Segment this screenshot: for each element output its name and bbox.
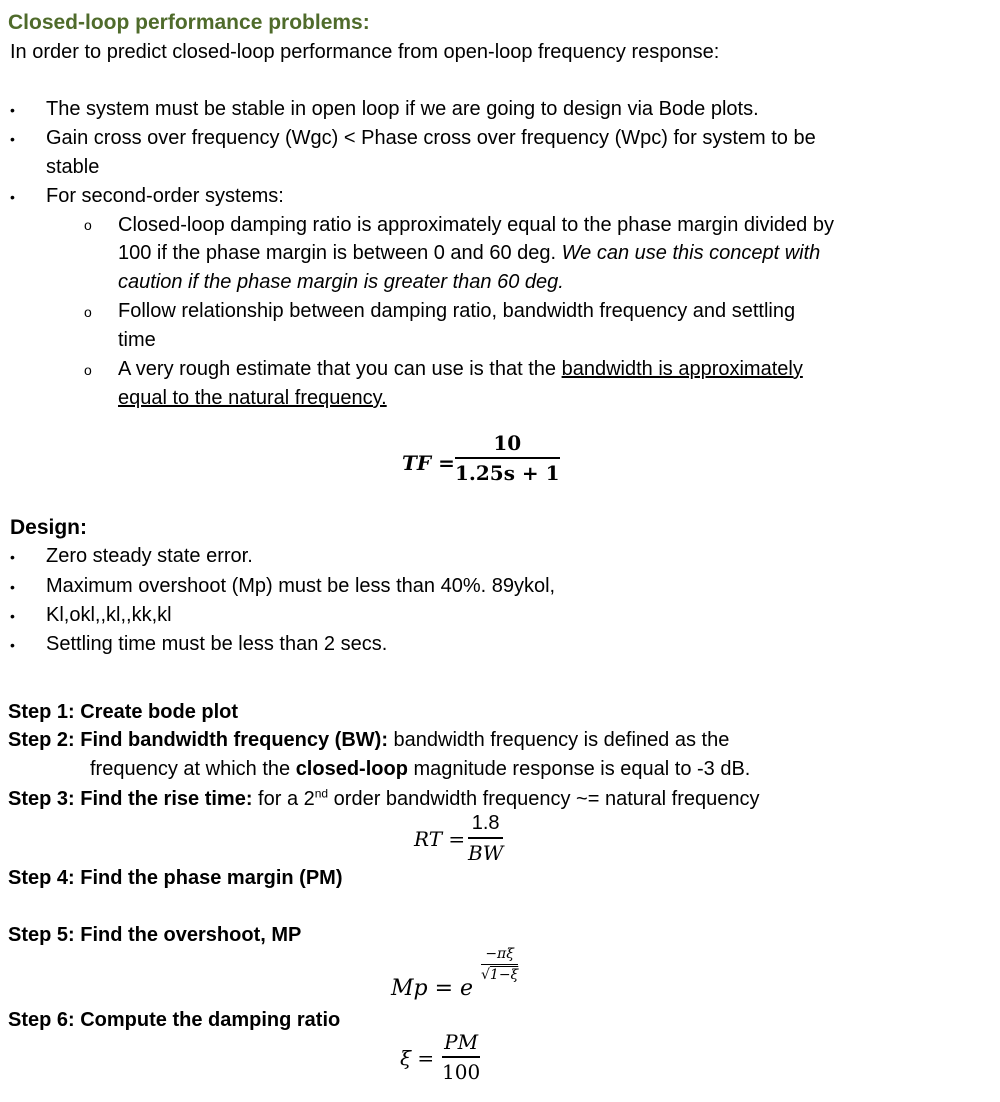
sub-bullet-marker: o bbox=[84, 217, 92, 233]
bullet-marker: • bbox=[10, 579, 15, 595]
sqrt-icon: √ bbox=[481, 967, 490, 983]
sub-bullet-1-line2 bbox=[118, 241, 820, 265]
bullet-item-2-line1: Gain cross over frequency (Wgc) < Phase cross over frequency (Wpc) for system to be bbox=[46, 127, 816, 149]
design-heading: Design: bbox=[10, 516, 88, 539]
page-title: Closed-loop performance problems: bbox=[8, 11, 370, 34]
bullet-marker: • bbox=[10, 102, 15, 118]
xi-equation-lhs bbox=[400, 1046, 434, 1070]
bullet-marker: • bbox=[10, 549, 15, 565]
step-5-label: Step 5: Find the overshoot, MP bbox=[8, 924, 302, 946]
sub-bullet-2-line2: time bbox=[118, 329, 156, 351]
sub-bullet-2-line1: Follow relationship between damping ratio, bandwidth frequency and settling bbox=[118, 300, 796, 322]
bullet-item-2-line2: stable bbox=[46, 156, 100, 178]
tf-symbol: TF bbox=[402, 451, 432, 475]
step-2-text-b: magnitude response is equal to -3 dB. bbox=[407, 758, 751, 780]
tf-denominator: 1.25s + 1 bbox=[455, 460, 560, 485]
mp-exponent bbox=[481, 946, 518, 983]
bullet-marker: • bbox=[10, 131, 15, 147]
fraction-bar bbox=[442, 1056, 480, 1058]
fraction-bar bbox=[481, 964, 518, 965]
step-2-text-a: frequency at which the bbox=[90, 758, 296, 780]
equals-sign: = bbox=[438, 451, 455, 475]
step-2-text: bandwidth frequency is defined as the bbox=[387, 729, 730, 751]
step-1-label: Step 1: Create bode plot bbox=[8, 701, 239, 723]
bullet-marker: • bbox=[10, 189, 15, 205]
sub-bullet-marker: o bbox=[84, 304, 92, 320]
design-item-1: Zero steady state error. bbox=[46, 545, 253, 567]
step-6-label: Step 6: Compute the damping ratio bbox=[8, 1009, 341, 1031]
step-4-label: Step 4: Find the phase margin (PM) bbox=[8, 867, 343, 889]
sub-bullet-1-italic: We can use this concept with bbox=[561, 242, 821, 264]
step-2-line1 bbox=[8, 728, 729, 752]
mp-exponent-denominator bbox=[481, 967, 518, 983]
rt-denominator: BW bbox=[468, 840, 504, 865]
rt-numerator: 1.8 bbox=[471, 812, 500, 834]
step-2-text-bold: closed-loop bbox=[295, 758, 408, 780]
xi-fraction bbox=[442, 1030, 480, 1084]
xi-symbol: ξ bbox=[400, 1046, 412, 1070]
mp-symbol: Mp bbox=[391, 976, 428, 1001]
bullet-item-3: For second-order systems: bbox=[46, 185, 284, 207]
design-item-2: Maximum overshoot (Mp) must be less than 40%. 89ykol, bbox=[46, 575, 556, 597]
sub-bullet-marker: o bbox=[84, 362, 92, 378]
bullet-marker: • bbox=[10, 608, 15, 624]
tf-equation-lhs bbox=[402, 451, 455, 475]
design-item-3: Kl,okl,,kl,,kk,kl bbox=[46, 604, 172, 626]
fraction-bar bbox=[468, 837, 503, 839]
sub-bullet-1-plain: 100 if the phase margin is between 0 and 60 deg. bbox=[118, 242, 562, 264]
sub-bullet-3-line1 bbox=[118, 357, 803, 381]
equals-sign: = bbox=[448, 827, 466, 851]
mp-exponent-radicand: 1−ξ bbox=[489, 967, 519, 983]
tf-numerator: 10 bbox=[493, 431, 522, 455]
xi-numerator: PM bbox=[444, 1030, 479, 1054]
step-3-text-a: for a 2 bbox=[252, 788, 315, 810]
equals-sign: = bbox=[434, 976, 454, 1001]
step-3-text-b: order bandwidth frequency ~= natural frequency bbox=[328, 788, 760, 810]
step-2-line2 bbox=[90, 757, 750, 781]
step-3-sup: nd bbox=[314, 786, 329, 801]
step-3-line bbox=[8, 787, 760, 811]
sub-bullet-3-underlined: bandwidth is approximately bbox=[561, 358, 803, 380]
intro-text: In order to predict closed-loop performance from open-loop frequency response: bbox=[10, 41, 720, 63]
rt-equation-lhs bbox=[414, 827, 465, 851]
mp-exponent-numerator: −πξ bbox=[485, 946, 514, 962]
bullet-item-1: The system must be stable in open loop if we are going to design via Bode plots. bbox=[46, 98, 759, 120]
sub-bullet-1-line1: Closed-loop damping ratio is approximately equal to the phase margin divided by bbox=[118, 214, 834, 236]
rt-fraction bbox=[468, 811, 503, 865]
fraction-bar bbox=[455, 457, 560, 459]
design-item-4: Settling time must be less than 2 secs. bbox=[46, 633, 388, 655]
rt-symbol: RT bbox=[414, 827, 443, 851]
sub-bullet-1-line3: caution if the phase margin is greater than 60 deg. bbox=[118, 271, 564, 293]
step-3-label: Step 3: Find the rise time: bbox=[8, 788, 253, 810]
step-2-label: Step 2: Find bandwidth frequency (BW): bbox=[8, 729, 388, 751]
exp-base: e bbox=[460, 976, 474, 1001]
xi-denominator: 100 bbox=[442, 1059, 481, 1084]
equals-sign: = bbox=[417, 1046, 435, 1070]
sub-bullet-3-plain: A very rough estimate that you can use is that the bbox=[118, 358, 562, 380]
bullet-marker: • bbox=[10, 637, 15, 653]
sub-bullet-3-line2: equal to the natural frequency. bbox=[118, 387, 387, 409]
mp-equation bbox=[391, 977, 473, 1001]
tf-fraction bbox=[455, 431, 560, 485]
